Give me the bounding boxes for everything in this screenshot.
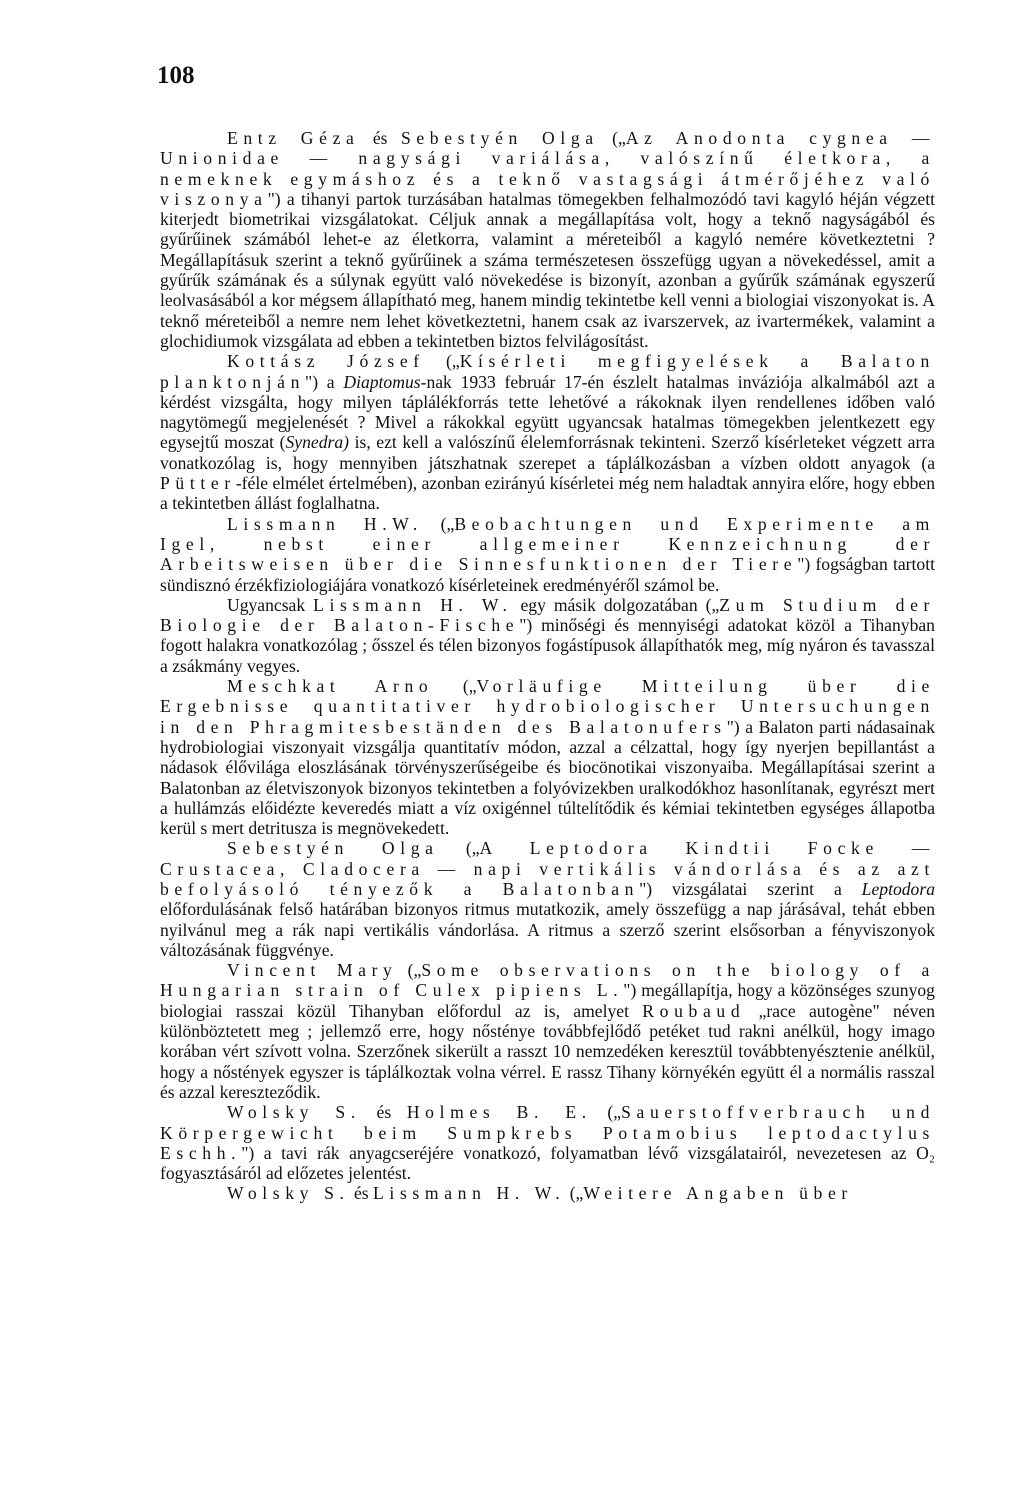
text-run: és [360, 1102, 407, 1123]
text-run: ") a [305, 371, 344, 392]
review-paragraph [160, 595, 935, 676]
spaced-text: Lissmann H.W. [227, 513, 423, 534]
text-run: -nak 1933 február 17-én észlelt hatalmas inváziója alkalmából azt a kérdést vizsgálta, hogy milyen táplálékforrás tette lehetővé a rákoknak ilyen rendellenes időben való nagytömegű megjelenését ? Mivel a rákokkal együtt ugyancsak hatalmas tömegekben jelentkezett egy egysejtű moszat ( [160, 371, 935, 453]
spaced-text: Lissmann H. W. [373, 1183, 566, 1204]
spaced-text: Zum Studium der Biologie der Balaton-Fische [160, 594, 936, 636]
spaced-text: Vorläufige Mitteilung über die Ergebnisse quantitativer hydrobiologischer Untersuchungen in den Phragmitesbeständen des Balatonufers [160, 676, 935, 737]
review-paragraph [160, 351, 935, 513]
spaced-text: Entz Géza [227, 128, 360, 148]
text-run: és [359, 128, 401, 148]
spaced-text: Weitere Angaben über [583, 1183, 853, 1204]
text-run: („ [433, 676, 477, 697]
text-run: ") minőségi és mennyiségi adatokat közöl a Tihanyban fogott halakra vonatkozólag ; ősszel és télen bizonyos fogástípusok állapíthatók meg, míg nyáron és tavasszal a zsákmány vegyes. [160, 615, 935, 676]
text-run: („ [598, 128, 626, 148]
spaced-text: Pütter [160, 473, 236, 494]
text-run: egy másik dolgozatában („ [512, 594, 720, 615]
text-run: és [349, 1183, 374, 1204]
italic-text: Synedra) [285, 432, 349, 453]
text-run: is, ezt kell a valószínű élelemforrásnak tekinteni. Szerző kísérleteket végzett arra vonatkozólag is, hogy mennyiben játszhatnak szerepet a táplálkozásban a vízben oldott anyagok (a [160, 432, 935, 473]
text-run: ") a tavi rák anyagcseréjére vonatkozó, folyamatban lévő vizsgálatairól, nevezetesen az O₂ fogyasztásáról ad előzetes jelentést. [160, 1142, 935, 1184]
text-run: ") vizsgálatai szerint a [639, 878, 862, 899]
spaced-text: Some observations on the biology of a Hungarian strain of Culex pipiens L. [160, 960, 935, 1001]
spaced-text: Beobachtungen und Experimente am Igel, nebst einer allgemeiner Kennzeichnung der Arbeitsweisen über die Sinnesfunktionen der Tiere [160, 513, 935, 575]
text-run: -féle elmélet értelmében), azonban ezirányú kísérletei még nem haladtak annyira előre, hogy ebben a tekintetben állást foglalhatna. [160, 473, 935, 514]
spaced-text: Sauerstoffverbrauch und Körpergewicht beim Sumpkrebs Potamobius leptodactylus Eschh. [160, 1102, 935, 1163]
page-number: 108 [157, 62, 195, 89]
review-paragraph [160, 514, 935, 595]
spaced-text: Kísérleti megfigyelések a Balaton planktonján [160, 351, 935, 392]
spaced-text: Wolsky S. [227, 1183, 350, 1204]
spaced-text: Lissmann H. W. [313, 594, 513, 615]
italic-text: Diaptomus [343, 371, 421, 392]
spaced-text: Sebestyén Olga [227, 838, 439, 859]
review-paragraph [160, 1183, 935, 1203]
spaced-text: Meschkat Arno [227, 676, 434, 697]
text-run: („ [422, 513, 455, 534]
spaced-text: Wolsky S. [227, 1102, 361, 1123]
spaced-text: Vincent Mary [227, 960, 398, 981]
text-run: ") a tihanyi partok turzásában hatalmas tömegekben felhalmozódó tavi kagyló héján végzett kiterjedt biometrikai vizsgálatokat. Céljuk annak a megállapítása volt, hogy a teknő nagyságából és gyűrűinek számából lehet-e az életkorra, valamint a méreteiből a kagyló nemére következtetni ? Megállapításuk szerint a teknő gyűrűinek a száma természetesen összefügg ugyan a növekedéssel, amit a gyűrűk számának és a súlynak együtt való növekedése is bizonyít, azonban a gyűrűk számának egyszerű leolvasásából a kor mégsem állapítható meg, hanem mindig tekintetbe kell venni a biologiai viszonyokat is. A teknő méreteiből a nemre nem lehet következtetni, hanem csak az ivarszervek, az ivartermékek, valamint a glochidiumok vizsgálata ad ebben a tekintetben biztos felvilágosítást. [160, 188, 935, 351]
text-run: „race autogène" néven különböztetett meg ; jellemző erre, hogy nősténye továbbfejlődő petéket tud rakni anélkül, hogy imago korában vért szívott volna. Szerzőnek sikerült a rasszt 10 nemzedéken keresztül továbbtenyésztenie anélkül, hogy a nőstények egyszer is táplálkoztak volna vérrel. E rassz Tihany környékén együtt él a normális rasszal és azzal kereszteződik. [160, 1000, 935, 1102]
text-run: („ [397, 960, 422, 981]
text-run: ") fogságban tartott sündisznó érzékfiziologiájára vonatkozó kísérleteinek eredményéről számol be. [160, 554, 935, 595]
text-run: ") a Balaton parti nádasainak hydrobiologiai viszonyait vizsgálja quantitatív módon, azzal a célzattal, hogy így nyerjen bepillantást a nádasok élővilága eloszlásának törvényszerűségeibe és biocönotikai viszonyaiba. Megállapításai szerint a Balatonban az életviszonyok bizonyos tekintetben a folyóvizekben uralkodókhoz hasonlítanak, egyrészt mert a hullámzás előidézte keveredés miatt a víz oxigénnel túltelítődik és kémiai tekintetben egységes állapotba kerül s mert detritusza is megnövekedett. [160, 716, 935, 839]
text-run: („ [424, 351, 460, 372]
text-run: ") megállapítja, hogy a közönséges szunyog biologiai rasszai közül Tihanyban előfordul az is, amelyet [160, 980, 935, 1021]
review-paragraph [160, 128, 935, 351]
text-run: („ [438, 838, 480, 859]
spaced-text: Holmes B. E. [406, 1102, 592, 1123]
spaced-text: A Leptodora Kindtii Focke — Crustacea, Cladocera — napi vertikális vándorlása és az azt befolyásoló tényezők a Balatonban [160, 838, 935, 899]
review-paragraph [160, 960, 935, 1102]
spaced-text: Sebestyén Olga [400, 128, 599, 148]
italic-text: Leptodora [861, 878, 935, 899]
spaced-text: Roubaud [642, 1000, 746, 1021]
text-run: („ [565, 1183, 584, 1204]
review-paragraph [160, 1102, 935, 1183]
review-paragraph [160, 676, 935, 838]
text-body [160, 128, 935, 1204]
text-run: előfordulásának felső határában bizonyos ritmus mutatkozik, amely összefügg a nap járásával, tehát ebben nyilvánul meg a rák napi vertikális vándorlása. A ritmus a szerző szerint elsősorban a fényviszonyok változásának függvénye. [160, 899, 935, 960]
spaced-text: Az Anodonta cygnea — Unionidae — nagysági variálása, valószínű életkora, a nemeknek egymáshoz és a teknő vastagsági átmérőjéhez való viszonya [160, 128, 935, 209]
spaced-text: Kottász József [227, 351, 425, 372]
text-run: Ugyancsak [227, 594, 314, 615]
review-paragraph [160, 838, 935, 960]
text-run: („ [591, 1102, 622, 1123]
